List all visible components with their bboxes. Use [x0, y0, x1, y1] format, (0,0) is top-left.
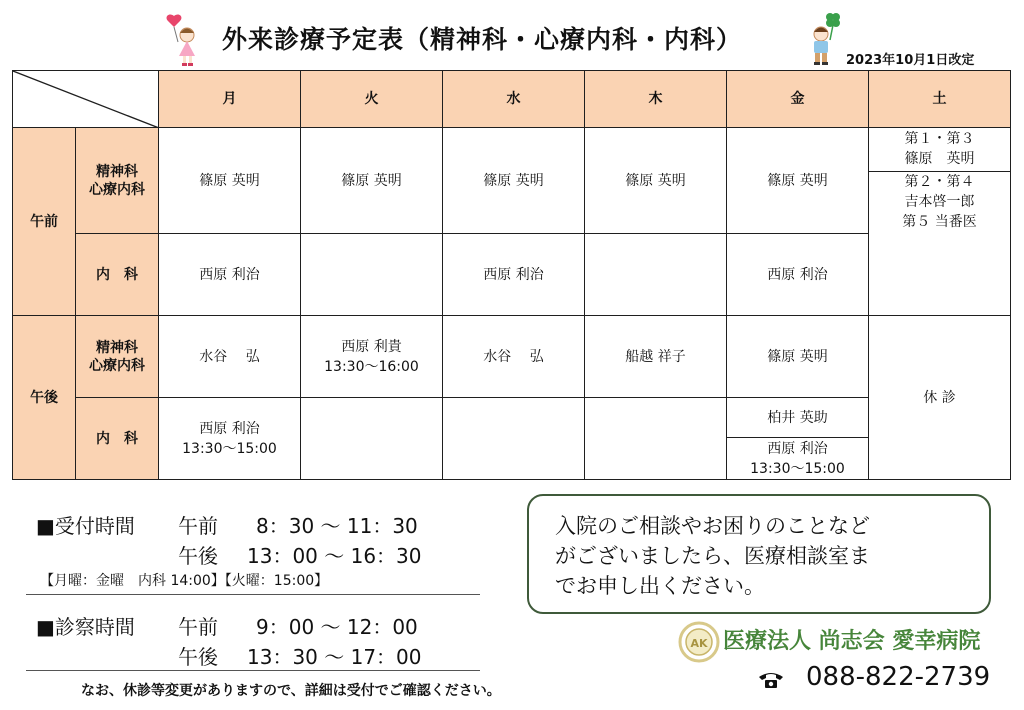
pm-psych-tue — [301, 316, 443, 398]
sat-am-cell — [869, 128, 1011, 316]
day-header-row — [13, 71, 1011, 128]
consultation-label: ■診察時間 — [36, 615, 135, 639]
telephone-icon — [757, 670, 785, 690]
am-internal-row — [13, 234, 1011, 316]
hospital-logo — [678, 621, 720, 663]
day-header-thu: 木 — [585, 71, 727, 128]
dept-psych-pm — [76, 316, 159, 398]
day-header-wed: 水 — [443, 71, 585, 128]
schedule-table — [12, 70, 1011, 480]
session-pm: 午後 — [13, 316, 76, 480]
notice-line2: がございましたら、医療相談室ま — [555, 544, 870, 568]
pm-psych-mon: 水谷 弘 — [159, 316, 301, 398]
corner-cell — [13, 71, 159, 128]
pm-internal-mon-doctor: 西原 利治 — [199, 420, 260, 437]
pm-internal-mon-time: 13:30～15:00 — [182, 440, 277, 457]
pm-internal-fri-bottom-time: 13:30～15:00 — [750, 460, 845, 477]
pm-internal-tue — [301, 398, 443, 480]
divider-rule-bottom — [26, 670, 480, 671]
pm-psych-tue-time: 13:30～16:00 — [324, 358, 419, 375]
reception-pm-time: 13：00 ～ 16：30 — [247, 544, 422, 568]
hospital-phone: 088-822-2739 — [806, 662, 991, 692]
am-internal-fri: 西原 利治 — [727, 234, 869, 316]
notice-line1: 入院のご相談やお困りのことなど — [555, 514, 870, 538]
pm-internal-fri-top: 柏井 英助 — [727, 398, 869, 438]
sat-pm-closed: 休 診 — [869, 316, 1011, 480]
consultation-pm-time: 13：30 ～ 17：00 — [247, 645, 422, 669]
counseling-notice-box — [527, 494, 991, 614]
dept-psych-pm-line1: 精神科 — [96, 339, 138, 356]
am-psych-row — [13, 128, 1011, 234]
pm-psych-wed: 水谷 弘 — [443, 316, 585, 398]
pm-internal-row — [13, 398, 1011, 438]
day-header-sat: 土 — [869, 71, 1011, 128]
page-title: 外来診療予定表（精神科・心療内科・内科） — [222, 25, 743, 54]
pm-internal-wed — [443, 398, 585, 480]
sat-am-bottom — [869, 172, 1010, 232]
sat-am-bottom-line1: 第２・第４ — [904, 174, 975, 190]
dept-internal-pm: 内 科 — [76, 398, 159, 480]
pm-psych-row — [13, 316, 1011, 398]
notice-line3: でお申し出ください。 — [555, 574, 765, 598]
pm-psych-thu: 船越 祥子 — [585, 316, 727, 398]
sat-am-top — [869, 128, 1010, 172]
revision-date: 2023年10月1日改定 — [846, 53, 975, 68]
pm-internal-fri-bottom-doctor: 西原 利治 — [767, 440, 828, 457]
day-header-mon: 月 — [159, 71, 301, 128]
dept-psych — [76, 128, 159, 234]
svg-text:AK: AK — [690, 637, 708, 650]
consultation-am-time: 9：00 ～ 12：00 — [256, 615, 418, 639]
pm-internal-thu — [585, 398, 727, 480]
reception-am-time: 8：30 ～ 11：30 — [256, 514, 418, 538]
dept-psych-line1: 精神科 — [96, 163, 138, 180]
am-internal-thu — [585, 234, 727, 316]
divider-rule — [26, 594, 480, 595]
reception-am-label: 午前 — [178, 514, 218, 538]
footnote: なお、休診等変更がありますので、詳細は受付でご確認ください。 — [81, 683, 501, 699]
sat-am-top-line1: 第１・第３ — [904, 131, 975, 147]
sat-am-bottom-line3: 第５ 当番医 — [902, 214, 977, 230]
pm-psych-tue-doctor: 西原 利貴 — [341, 338, 402, 355]
sat-am-bottom-line2: 吉本啓一郎 — [904, 194, 975, 210]
session-am: 午前 — [13, 128, 76, 316]
am-internal-wed: 西原 利治 — [443, 234, 585, 316]
am-internal-tue — [301, 234, 443, 316]
am-internal-mon: 西原 利治 — [159, 234, 301, 316]
am-psych-mon: 篠原 英明 — [159, 128, 301, 234]
am-psych-tue: 篠原 英明 — [301, 128, 443, 234]
consultation-pm-label: 午後 — [178, 645, 218, 669]
am-psych-wed: 篠原 英明 — [443, 128, 585, 234]
sat-am-top-line2: 篠原 英明 — [904, 151, 975, 167]
am-psych-fri: 篠原 英明 — [727, 128, 869, 234]
pm-internal-fri-bottom — [727, 438, 869, 480]
boy-clover-illustration — [804, 10, 844, 68]
day-header-tue: 火 — [301, 71, 443, 128]
consultation-am-label: 午前 — [178, 615, 218, 639]
dept-psych-pm-line2: 心療内科 — [89, 357, 145, 374]
dept-internal: 内 科 — [76, 234, 159, 316]
hospital-name: 医療法人 尚志会 愛幸病院 — [723, 629, 981, 654]
reception-label: ■受付時間 — [36, 514, 135, 538]
dept-psych-line2: 心療内科 — [89, 181, 145, 198]
reception-note: 【月曜：金曜 内科 14:00】【火曜：15:00】 — [40, 573, 329, 589]
am-psych-thu: 篠原 英明 — [585, 128, 727, 234]
diagonal-line — [13, 71, 159, 128]
pm-psych-fri: 篠原 英明 — [727, 316, 869, 398]
girl-balloon-illustration — [162, 12, 212, 68]
pm-internal-mon — [159, 398, 301, 480]
day-header-fri: 金 — [727, 71, 869, 128]
reception-pm-label: 午後 — [178, 544, 218, 568]
